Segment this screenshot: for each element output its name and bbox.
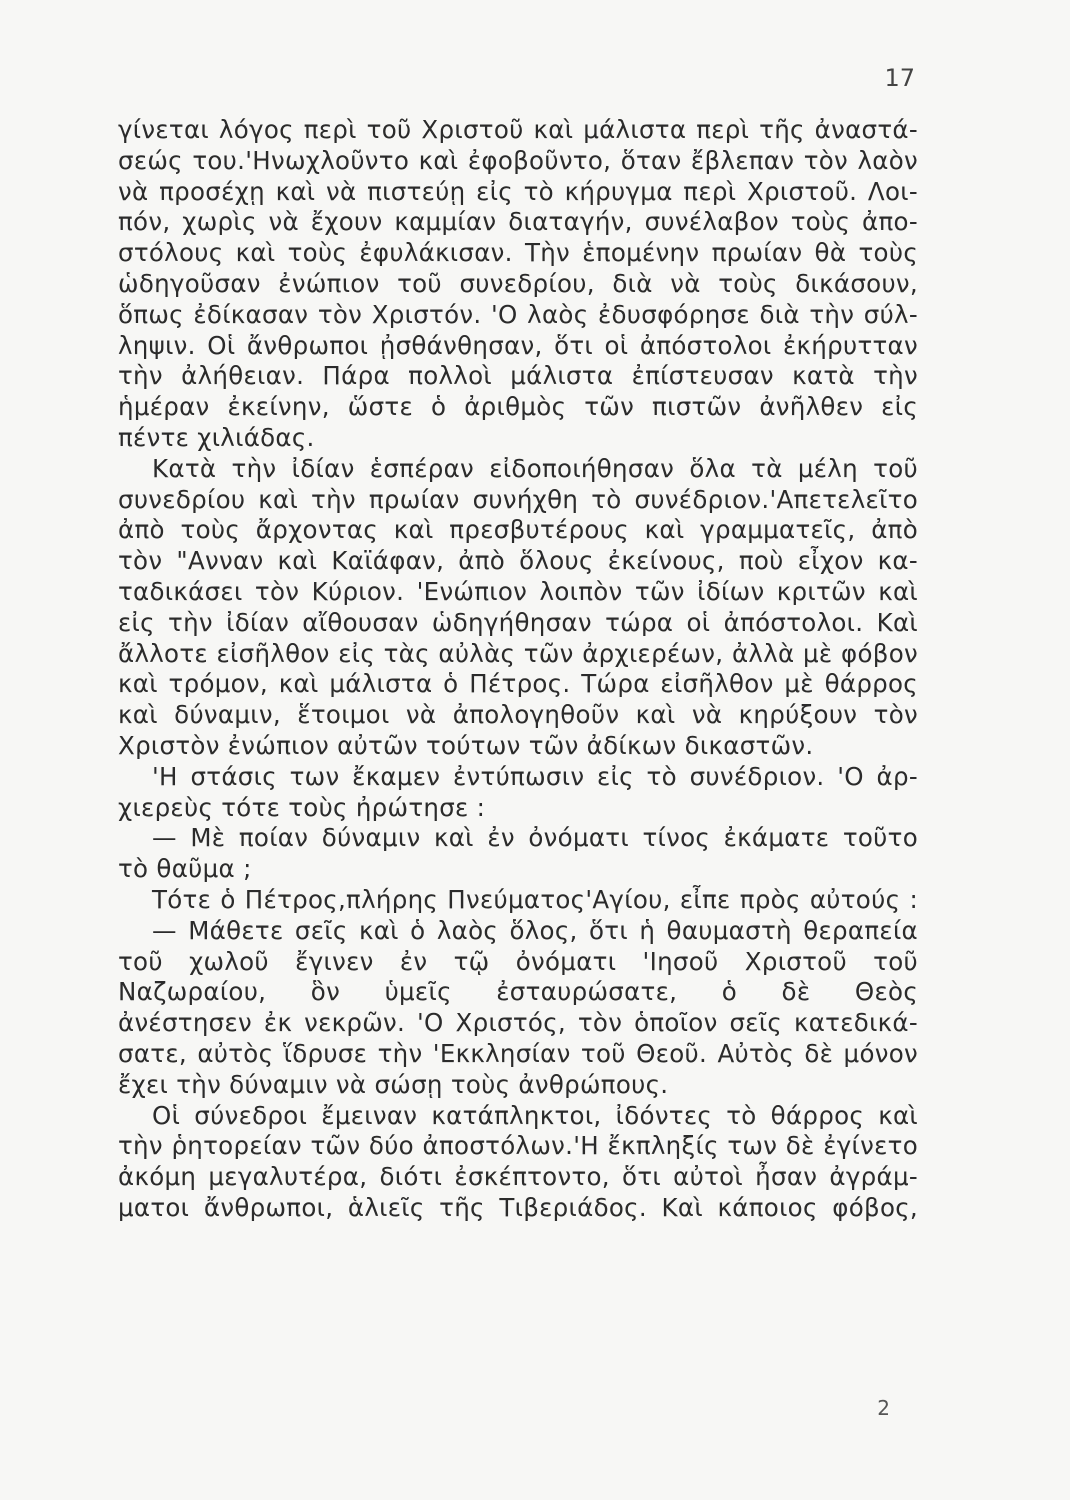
- page-number: 17: [884, 64, 915, 92]
- text-line: ἡμέραν ἐκείνην, ὥστε ὁ ἀριθμὸς τῶν πιστῶν ἀνῆλθεν εἰς: [118, 392, 918, 422]
- text-line: τὴν ῥητορείαν τῶν δύο ἀποστόλων.'Η ἔκπληξίς των δὲ ἐγίνετο: [118, 1131, 918, 1161]
- text-line: Ναζωραίου, ὃν ὑμεῖς ἐσταυρώσατε, ὁ δὲ Θεὸς: [118, 977, 918, 1007]
- text-line: ἄλλοτε εἰσῆλθον εἰς τὰς αὐλὰς τῶν ἀρχιερέων, ἀλλὰ μὲ φόβον: [118, 638, 918, 668]
- text-line: νὰ προσέχῃ καὶ νὰ πιστεύῃ εἰς τὸ κήρυγμα περὶ Χριστοῦ. Λοι-: [118, 176, 918, 206]
- text-line: Κατὰ τὴν ἰδίαν ἑσπέραν εἰδοποιήθησαν ὅλα τὰ μέλη τοῦ: [152, 453, 918, 483]
- text-line: τὸ θαῦμα ;: [118, 854, 252, 884]
- text-line: γίνεται λόγος περὶ τοῦ Χριστοῦ καὶ μάλιστα περὶ τῆς ἀναστά-: [118, 115, 918, 144]
- text-line: ταδικάσει τὸν Κύριον. 'Ενώπιον λοιπὸν τῶν ἰδίων κριτῶν καὶ: [118, 576, 918, 606]
- text-line: χιερεὺς τότε τοὺς ἠρώτησε :: [118, 792, 486, 822]
- text-line: πέντε χιλιάδας.: [118, 422, 315, 452]
- text-line: Τότε ὁ Πέτρος,πλήρης Πνεύματος'Αγίου, εἶπε πρὸς αὐτούς :: [152, 884, 918, 914]
- text-line: Χριστὸν ἐνώπιον αὐτῶν τούτων τῶν ἀδίκων δικαστῶν.: [118, 730, 814, 760]
- text-line: τὸν "Ανναν καὶ Καϊάφαν, ἀπὸ ὅλους ἐκείνους, ποὺ εἶχον κα-: [118, 546, 918, 576]
- text-line: ἀνέστησεν ἐκ νεκρῶν. 'Ο Χριστός, τὸν ὁποῖον σεῖς κατεδικά-: [118, 1008, 918, 1038]
- text-line: τοῦ χωλοῦ ἔγινεν ἐν τῷ ὀνόματι 'Ιησοῦ Χριστοῦ τοῦ: [118, 946, 918, 976]
- text-line: Οἱ σύνεδροι ἔμειναν κατάπληκτοι, ἰδόντες τὸ θάρρος καὶ: [152, 1100, 918, 1130]
- text-line: 'Η στάσις των ἔκαμεν ἐντύπωσιν εἰς τὸ συνέδριον. 'Ο ἀρ-: [152, 761, 918, 791]
- text-line: ὅπως ἐδίκασαν τὸν Χριστόν. 'Ο λαὸς ἐδυσφόρησε διὰ τὴν σύλ-: [118, 299, 918, 329]
- text-line: ἔχει τὴν δύναμιν νὰ σώσῃ τοὺς ἀνθρώπους.: [118, 1069, 669, 1099]
- body-text: [118, 115, 918, 1224]
- text-line: — Μὲ ποίαν δύναμιν καὶ ἐν ὀνόματι τίνος ἐκάματε τοῦτο: [152, 823, 918, 853]
- text-line: εἰς τὴν ἰδίαν αἴθουσαν ὡδηγήθησαν τώρα οἱ ἀπόστολοι. Καὶ: [118, 607, 918, 637]
- text-line: πόν, χωρὶς νὰ ἔχουν καμμίαν διαταγήν, συνέλαβον τοὺς ἀπο-: [118, 207, 918, 237]
- text-line: καὶ δύναμιν, ἕτοιμοι νὰ ἀπολογηθοῦν καὶ νὰ κηρύξουν τὸν: [118, 700, 918, 730]
- text-line: σεώς του.'Ηνωχλοῦντο καὶ ἐφοβοῦντο, ὅταν ἔβλεπαν τὸν λαὸν: [118, 145, 918, 175]
- text-line: στόλους καὶ τοὺς ἐφυλάκισαν. Τὴν ἑπομένην πρωίαν θὰ τοὺς: [118, 238, 918, 268]
- text-line: σατε, αὐτὸς ἵδρυσε τὴν 'Εκκλησίαν τοῦ Θεοῦ. Αὐτὸς δὲ μόνον: [118, 1038, 918, 1068]
- text-line: ματοι ἄνθρωποι, ἁλιεῖς τῆς Τιβεριάδος. Καὶ κάποιος φόβος,: [118, 1192, 918, 1222]
- text-line: ἀπὸ τοὺς ἄρχοντας καὶ πρεσβυτέρους καὶ γραμματεῖς, ἀπὸ: [118, 515, 918, 545]
- text-line: ὡδηγοῦσαν ἐνώπιον τοῦ συνεδρίου, διὰ νὰ τοὺς δικάσουν,: [118, 268, 918, 298]
- text-line: τὴν ἀλήθειαν. Πάρα πολλοὶ μάλιστα ἐπίστευσαν κατὰ τὴν: [118, 361, 918, 391]
- text-line: συνεδρίου καὶ τὴν πρωίαν συνήχθη τὸ συνέδριον.'Απετελεῖτο: [118, 484, 918, 514]
- text-line: ληψιν. Οἱ ἄνθρωποι ᾐσθάνθησαν, ὅτι οἱ ἀπόστολοι ἐκήρυτταν: [118, 330, 918, 360]
- text-line: ἀκόμη μεγαλυτέρα, διότι ἐσκέπτοντο, ὅτι αὐτοὶ ἦσαν ἀγράμ-: [118, 1162, 918, 1192]
- text-line: καὶ τρόμον, καὶ μάλιστα ὁ Πέτρος. Τώρα εἰσῆλθον μὲ θάρρος: [118, 669, 918, 699]
- text-line: — Μάθετε σεῖς καὶ ὁ λαὸς ὅλος, ὅτι ἡ θαυμαστὴ θεραπεία: [152, 915, 918, 945]
- signature-mark: 2: [877, 1396, 890, 1420]
